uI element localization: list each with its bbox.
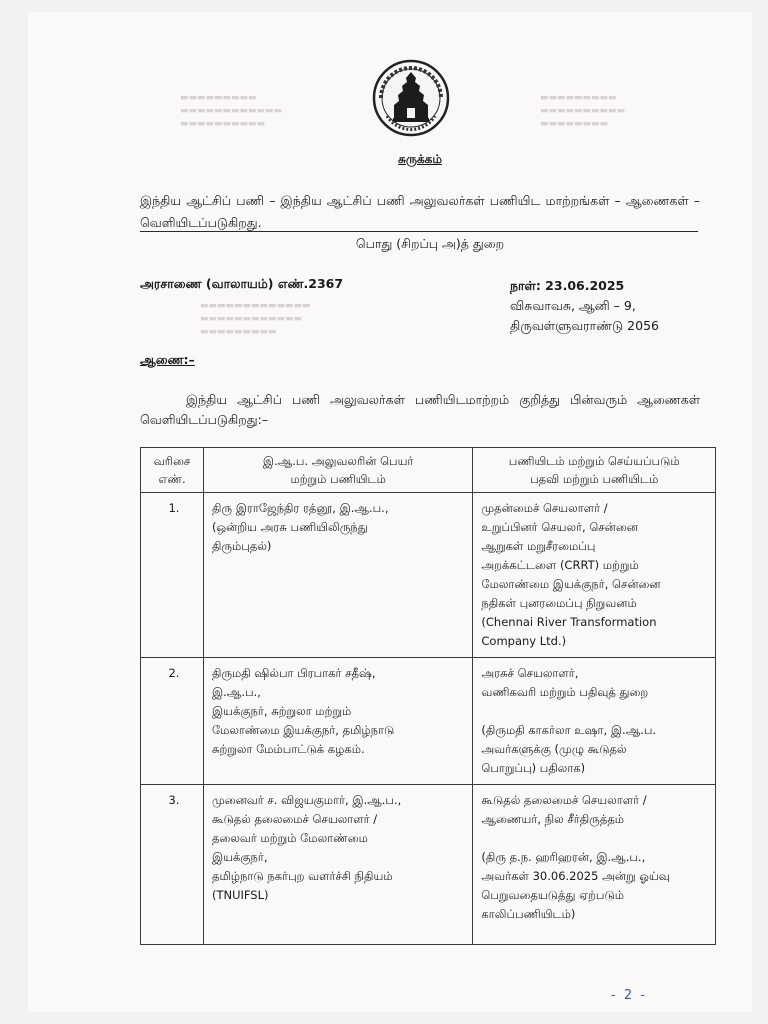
officer-cell: திரு இராஜேந்திர ரத்னூ, இ.ஆ.ப., (ஒன்றிய அரசு பணியிலிருந்து திரும்புதல்)	[203, 493, 472, 658]
bleed-through-text: ▬▬▬▬▬▬▬▬▬ ▬▬▬▬▬▬▬▬▬▬▬▬ ▬▬▬▬▬▬▬▬▬▬	[180, 93, 283, 129]
bleed-through-text: ▬▬▬▬▬▬▬▬▬▬▬▬▬ ▬▬▬▬▬▬▬▬▬▬▬▬ ▬▬▬▬▬▬▬▬▬	[200, 301, 311, 337]
table-row	[141, 493, 716, 658]
officer-cell: திருமதி ஷில்பா பிரபாகர் சதீஷ், இ.ஆ.ப., இயக்குநர், சுற்றுலா மற்றும் மேலாண்மை இயக்குநர், தமிழ்நாடு சுற்றுலா மேம்பாட்டுக் கழகம்.	[203, 658, 472, 785]
divider	[140, 231, 698, 232]
posting-cell: அரசுச் செயலாளர், வணிகவரி மற்றும் பதிவுத் துறை (திருமதி காகர்லா உஷா, இ.ஆ.ப. அவர்களுக்கு (முழு கூடுதல் பொறுப்பு) பதிலாக)	[473, 658, 716, 785]
serial-cell: 2.	[141, 658, 204, 785]
go-number: அரசாணை (வாலாயம்) எண்.2367	[140, 276, 344, 291]
date-block	[510, 276, 659, 336]
order-heading: ஆணை:–	[140, 352, 195, 367]
table-row	[141, 785, 716, 945]
column-header-officer: இ.ஆ.ப. அலுவலரின் பெயர் மற்றும் பணியிடம்	[203, 448, 472, 493]
order-intro: இந்திய ஆட்சிப் பணி அலுவலர்கள் பணியிடமாற்றம் குறித்து பின்வரும் ஆணைகள் வெளியிடப்படுகிறது:–	[140, 392, 700, 427]
posting-cell: கூடுதல் தலைமைச் செயலாளர் / ஆணையர், நில சீர்திருத்தம் (திரு த.ந. ஹரிஹரன், இ.ஆ.ப., அவர்கள் 30.06.2025 அன்று ஓய்வு பெறுவதையடுத்து ஏற்படும் காலிப்பணியிடம்)	[473, 785, 716, 945]
postings-table	[140, 447, 716, 945]
tamil-date: விசுவாவசு, ஆனி – 9,	[510, 298, 636, 313]
subject-text: இந்திய ஆட்சிப் பணி – இந்திய ஆட்சிப் பணி அலுவலர்கள் பணியிட மாற்றங்கள் – ஆணைகள் – வெளியிடப்படுகிறது.	[140, 193, 700, 230]
page-number-mark: - 2 -	[611, 988, 647, 1003]
tamil-nadu-emblem	[371, 58, 451, 138]
date: நாள்: 23.06.2025	[510, 278, 625, 293]
serial-cell: 3.	[141, 785, 204, 945]
column-header-serial: வரிசை எண்.	[141, 448, 204, 493]
posting-cell: முதன்மைச் செயலாளர் / உறுப்பினர் செயலர், சென்னை ஆறுகள் மறுசீரமைப்பு அறக்கட்டளை (CRRT) மற்றும் மேலாண்மை இயக்குநர், சென்னை நதிகள் புனரமைப்பு நிறுவனம் (Chennai River Transformation Company Ltd.)	[473, 493, 716, 658]
department-name: பொது (சிறப்பு அ)த் துறை	[355, 236, 505, 251]
bleed-through-text: ▬▬▬▬▬▬▬▬▬ ▬▬▬▬▬▬▬▬▬▬ ▬▬▬▬▬▬▬▬	[540, 93, 626, 129]
table-header-row	[141, 448, 716, 493]
column-header-posting: பணியிடம் மற்றும் செய்யப்படும் பதவி மற்றும் பணியிடம்	[473, 448, 716, 493]
officer-cell: முனைவர் ச. விஜயகுமார், இ.ஆ.ப., கூடுதல் தலைமைச் செயலாளர் / தலைவர் மற்றும் மேலாண்மை இயக்குநர், தமிழ்நாடு நகர்புற வளர்ச்சி நிதியம் (TNUIFSL)	[203, 785, 472, 945]
serial-cell: 1.	[141, 493, 204, 658]
table-row	[141, 658, 716, 785]
thiruvalluvar-year: திருவள்ளுவராண்டு 2056	[510, 318, 659, 333]
summary-heading: சுருக்கம்	[398, 152, 442, 166]
